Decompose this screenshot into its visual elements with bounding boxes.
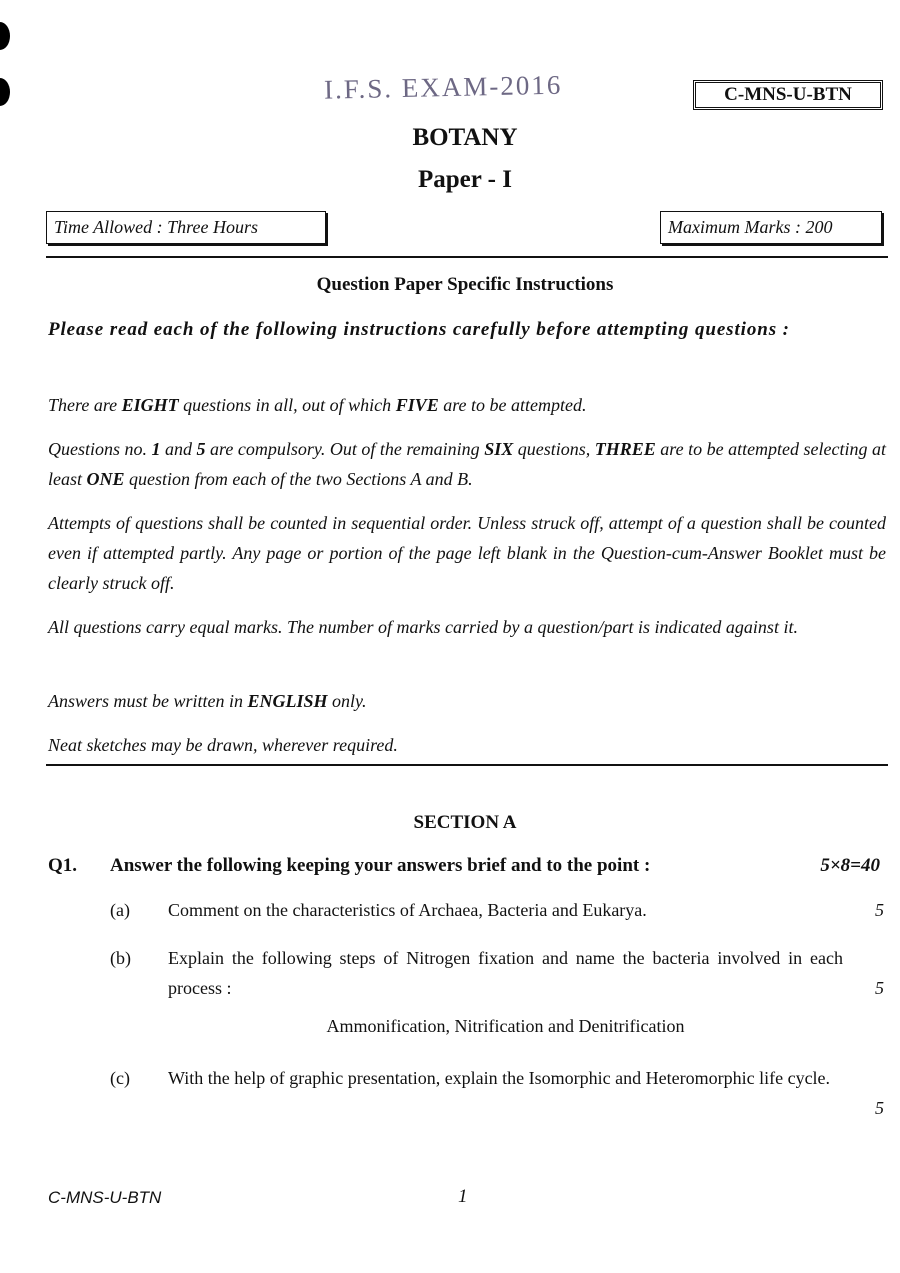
- footer-code: C-MNS-U-BTN: [48, 1188, 162, 1207]
- part-marks: 5: [875, 1098, 884, 1118]
- max-marks-box: Maximum Marks : 200: [660, 211, 882, 244]
- paper-code-box: C-MNS-U-BTN: [693, 80, 883, 110]
- paper-title: Paper - I: [418, 166, 512, 193]
- part-label: (a): [110, 900, 130, 920]
- part-marks: 5: [875, 978, 884, 998]
- time-allowed-box: Time Allowed : Three Hours: [46, 211, 326, 244]
- question-number: Q1.: [48, 855, 78, 876]
- instruction-2: Questions no. 1 and 5 are compulsory. Out of the remaining SIX questions, THREE are to be attempted selecting at least ONE question from each of the two Sections A and B.: [48, 439, 887, 489]
- question-marks: 5×8=40: [820, 855, 880, 876]
- section-heading: SECTION A: [413, 812, 517, 833]
- instruction-1: There are EIGHT questions in all, out of which FIVE are to be attempted.: [48, 395, 587, 415]
- part-label: (b): [110, 948, 131, 968]
- punch-hole: [0, 78, 10, 106]
- exam-stamp: I.F.S. EXAM-2016: [323, 69, 563, 105]
- question-text: Answer the following keeping your answers brief and to the point :: [110, 855, 651, 876]
- instruction-3: Attempts of questions shall be counted in sequential order. Unless struck off, attempt of a question shall be counted even if attempted partly. Any page or portion of the page left blank in the Question-cum-Answer Booklet must be clearly struck off.: [48, 513, 886, 593]
- part-text: Explain the following steps of Nitrogen fixation and name the bacteria involved in each process :: [168, 948, 843, 998]
- part-subtext: Ammonification, Nitrification and Denitrification: [326, 1016, 685, 1036]
- part-text: With the help of graphic presentation, explain the Isomorphic and Heteromorphic life cycle.: [168, 1068, 831, 1088]
- page-number: 1: [458, 1186, 468, 1207]
- divider: [46, 256, 888, 258]
- punch-hole: [0, 22, 10, 50]
- instruction-4: All questions carry equal marks. The number of marks carried by a question/part is indicated against it.: [48, 617, 798, 637]
- subject-title: BOTANY: [412, 124, 518, 151]
- instructions-heading: Question Paper Specific Instructions: [316, 274, 614, 295]
- instruction-5: Answers must be written in ENGLISH only.: [48, 691, 367, 711]
- part-label: (c): [110, 1068, 130, 1088]
- instruction-6: Neat sketches may be drawn, wherever required.: [48, 735, 398, 755]
- instructions-intro: Please read each of the following instructions carefully before attempting questions :: [48, 319, 790, 340]
- part-marks: 5: [875, 900, 884, 920]
- divider: [46, 764, 888, 766]
- part-text: Comment on the characteristics of Archaea, Bacteria and Eukarya.: [168, 900, 647, 920]
